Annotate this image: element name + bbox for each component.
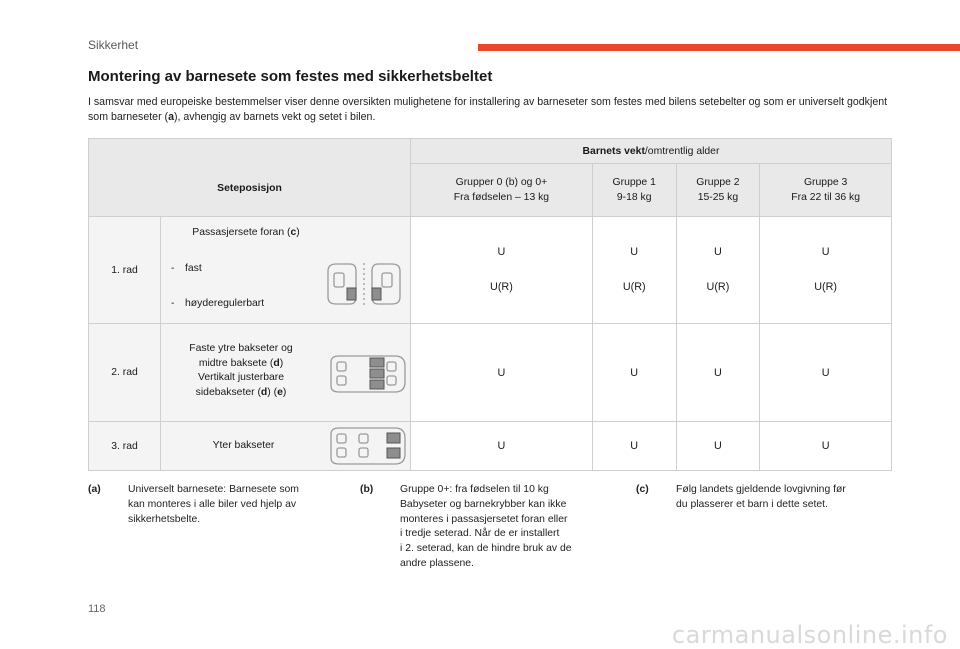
- row-2-line2-suffix: ): [279, 357, 284, 369]
- row-1-title: [161, 227, 331, 238]
- row-1-title-ref: c: [290, 227, 297, 238]
- group-0-line1: Grupper 0 (b) og 0+: [455, 177, 548, 188]
- footnote-b-line: Babyseter og barnekrybber kan ikke: [400, 498, 567, 510]
- footnote-a-line: sikkerhetsbelte.: [128, 513, 201, 525]
- page-heading: Montering av barnesete som festes med sikkerhetsbeltet: [88, 68, 493, 85]
- row-2-seat: [161, 324, 411, 422]
- group-1-header: [592, 164, 676, 217]
- second-row-car-icon: [327, 354, 407, 394]
- row-3-group-2: U: [676, 422, 760, 471]
- watermark: carmanualsonline.info: [671, 621, 948, 649]
- footnote-c-line: Følg landets gjeldende lovgivning før: [676, 484, 846, 495]
- row-2-line4: [161, 386, 321, 401]
- row-2-group-3: U: [760, 324, 892, 422]
- row-1-dash-2: -: [171, 298, 175, 309]
- row-2-label: 2. rad: [89, 324, 161, 422]
- group-2-line2: 15-25 kg: [697, 192, 739, 203]
- row-2-description: [161, 342, 321, 400]
- row-1-g3-fixed: U: [821, 246, 830, 258]
- footnote-b-text: [400, 483, 572, 572]
- row-2-group-0: U: [411, 324, 593, 422]
- intro-text-1: I samsvar med europeiske bestemmelser viser denne oversikten mulighetene for installering av barneseter som festes med bilens setebelter og som er universelt godkjent som barneseter (: [88, 96, 888, 123]
- footnote-b-line: monteres i passasjersetet foran eller: [400, 513, 568, 525]
- group-2-line1: Gruppe 2: [696, 177, 740, 188]
- section-label: Sikkerhet: [88, 38, 139, 52]
- row-3-label: 3. rad: [89, 422, 161, 471]
- footnote-c-line: du plasserer et barn i dette setet.: [676, 498, 828, 510]
- row-1-group-0: [411, 217, 593, 324]
- footnote-a-line: Universelt barnesete: Barnesete som: [128, 484, 299, 495]
- row-1-g3-adjustable: U(R): [814, 281, 838, 293]
- row-1-g1-fixed: U: [630, 246, 639, 258]
- third-row-car-icon: [327, 426, 407, 466]
- row-3-group-3: U: [760, 422, 892, 471]
- child-seat-table: [88, 138, 892, 471]
- group-3-line1: Gruppe 3: [803, 177, 848, 188]
- row-1-option-fixed: [171, 263, 202, 274]
- row-1-option1: fast: [185, 263, 202, 274]
- group-1-line1: Gruppe 1: [612, 177, 656, 188]
- row-2-line1: Faste ytre bakseter og: [189, 343, 293, 354]
- row-1-group-1: [592, 217, 676, 324]
- group-3-header: [760, 164, 892, 217]
- row-2-line3: Vertikalt justerbare: [197, 372, 285, 383]
- table-row-2: [89, 324, 892, 422]
- row-1-label: 1. rad: [89, 217, 161, 324]
- row-3-group-1: U: [592, 422, 676, 471]
- footnote-a-line: kan monteres i alle biler ved hjelp av: [128, 498, 297, 510]
- row-2-line2-prefix: midtre baksete (: [198, 357, 274, 369]
- row-1-g2-fixed: U: [714, 246, 722, 258]
- intro-ref: a: [168, 111, 174, 123]
- group-3-line2: Fra 22 til 36 kg: [791, 192, 860, 203]
- group-2-header: [676, 164, 760, 217]
- row-2-line4-mid: ) (: [267, 386, 278, 398]
- footnote-a-text: [128, 483, 299, 527]
- table-row-3: [89, 422, 892, 471]
- footnote-b-line: andre plassene.: [400, 557, 474, 569]
- front-seats-car-icon: [325, 259, 403, 309]
- table-row-1: [89, 217, 892, 324]
- row-1-group-3: [760, 217, 892, 324]
- group-1-line2: 9-18 kg: [616, 192, 652, 203]
- page-number: 118: [88, 603, 106, 615]
- group-0-header: [411, 164, 593, 217]
- footnote-c-tag: (c): [636, 484, 649, 495]
- row-1-option-adjustable: [171, 298, 264, 309]
- group-0-line2: Fra fødselen – 13 kg: [453, 192, 550, 203]
- row-2-line4-ref1: d: [260, 386, 268, 398]
- footnote-b-line: i tredje seterad. Når de er installert: [400, 528, 560, 540]
- footnote-a-tag: (a): [88, 484, 101, 495]
- footnote-b-line: Gruppe 0+: fra fødselen til 10 kg: [400, 484, 549, 495]
- row-1-g0-adjustable: U(R): [490, 281, 513, 293]
- weight-header: [411, 139, 892, 164]
- row-1-group-2: [676, 217, 760, 324]
- row-1-title-suffix: ): [296, 227, 300, 238]
- row-3-description: Yter bakseter: [212, 440, 275, 451]
- row-2-line4-suffix: ): [282, 386, 287, 398]
- row-3-seat: [161, 422, 411, 471]
- intro-paragraph: [88, 95, 898, 125]
- row-2-line4-ref2: e: [277, 386, 283, 398]
- row-1-g0-fixed: U: [497, 246, 506, 258]
- row-2-line4-prefix: sidebakseter (: [195, 386, 261, 398]
- weight-header-rest: /omtrentlig alder: [644, 145, 720, 157]
- footnote-b-line: i 2. seterad, kan de hindre bruk av de: [400, 543, 572, 555]
- intro-text-2: ), avhengig av barnets vekt og setet i bilen.: [173, 111, 376, 123]
- row-1-g2-adjustable: U(R): [706, 281, 730, 293]
- row-1-title-prefix: Passasjersete foran (: [192, 227, 291, 238]
- row-2-group-2: U: [676, 324, 760, 422]
- row-1-option2: høyderegulerbart: [185, 298, 265, 309]
- footnote-c-text: [676, 483, 846, 513]
- row-1-g1-adjustable: U(R): [622, 281, 646, 293]
- row-2-group-1: U: [592, 324, 676, 422]
- row-1-seat: [161, 217, 411, 324]
- seat-position-header: Seteposisjon: [89, 139, 411, 217]
- weight-header-bold: Barnets vekt: [582, 145, 645, 157]
- row-2-line2: [161, 357, 321, 372]
- row-2-line2-ref: d: [273, 357, 280, 369]
- row-1-dash-1: -: [171, 263, 175, 274]
- header-accent-bar: [478, 44, 960, 51]
- row-3-group-0: U: [411, 422, 593, 471]
- footnote-b-tag: (b): [360, 484, 374, 495]
